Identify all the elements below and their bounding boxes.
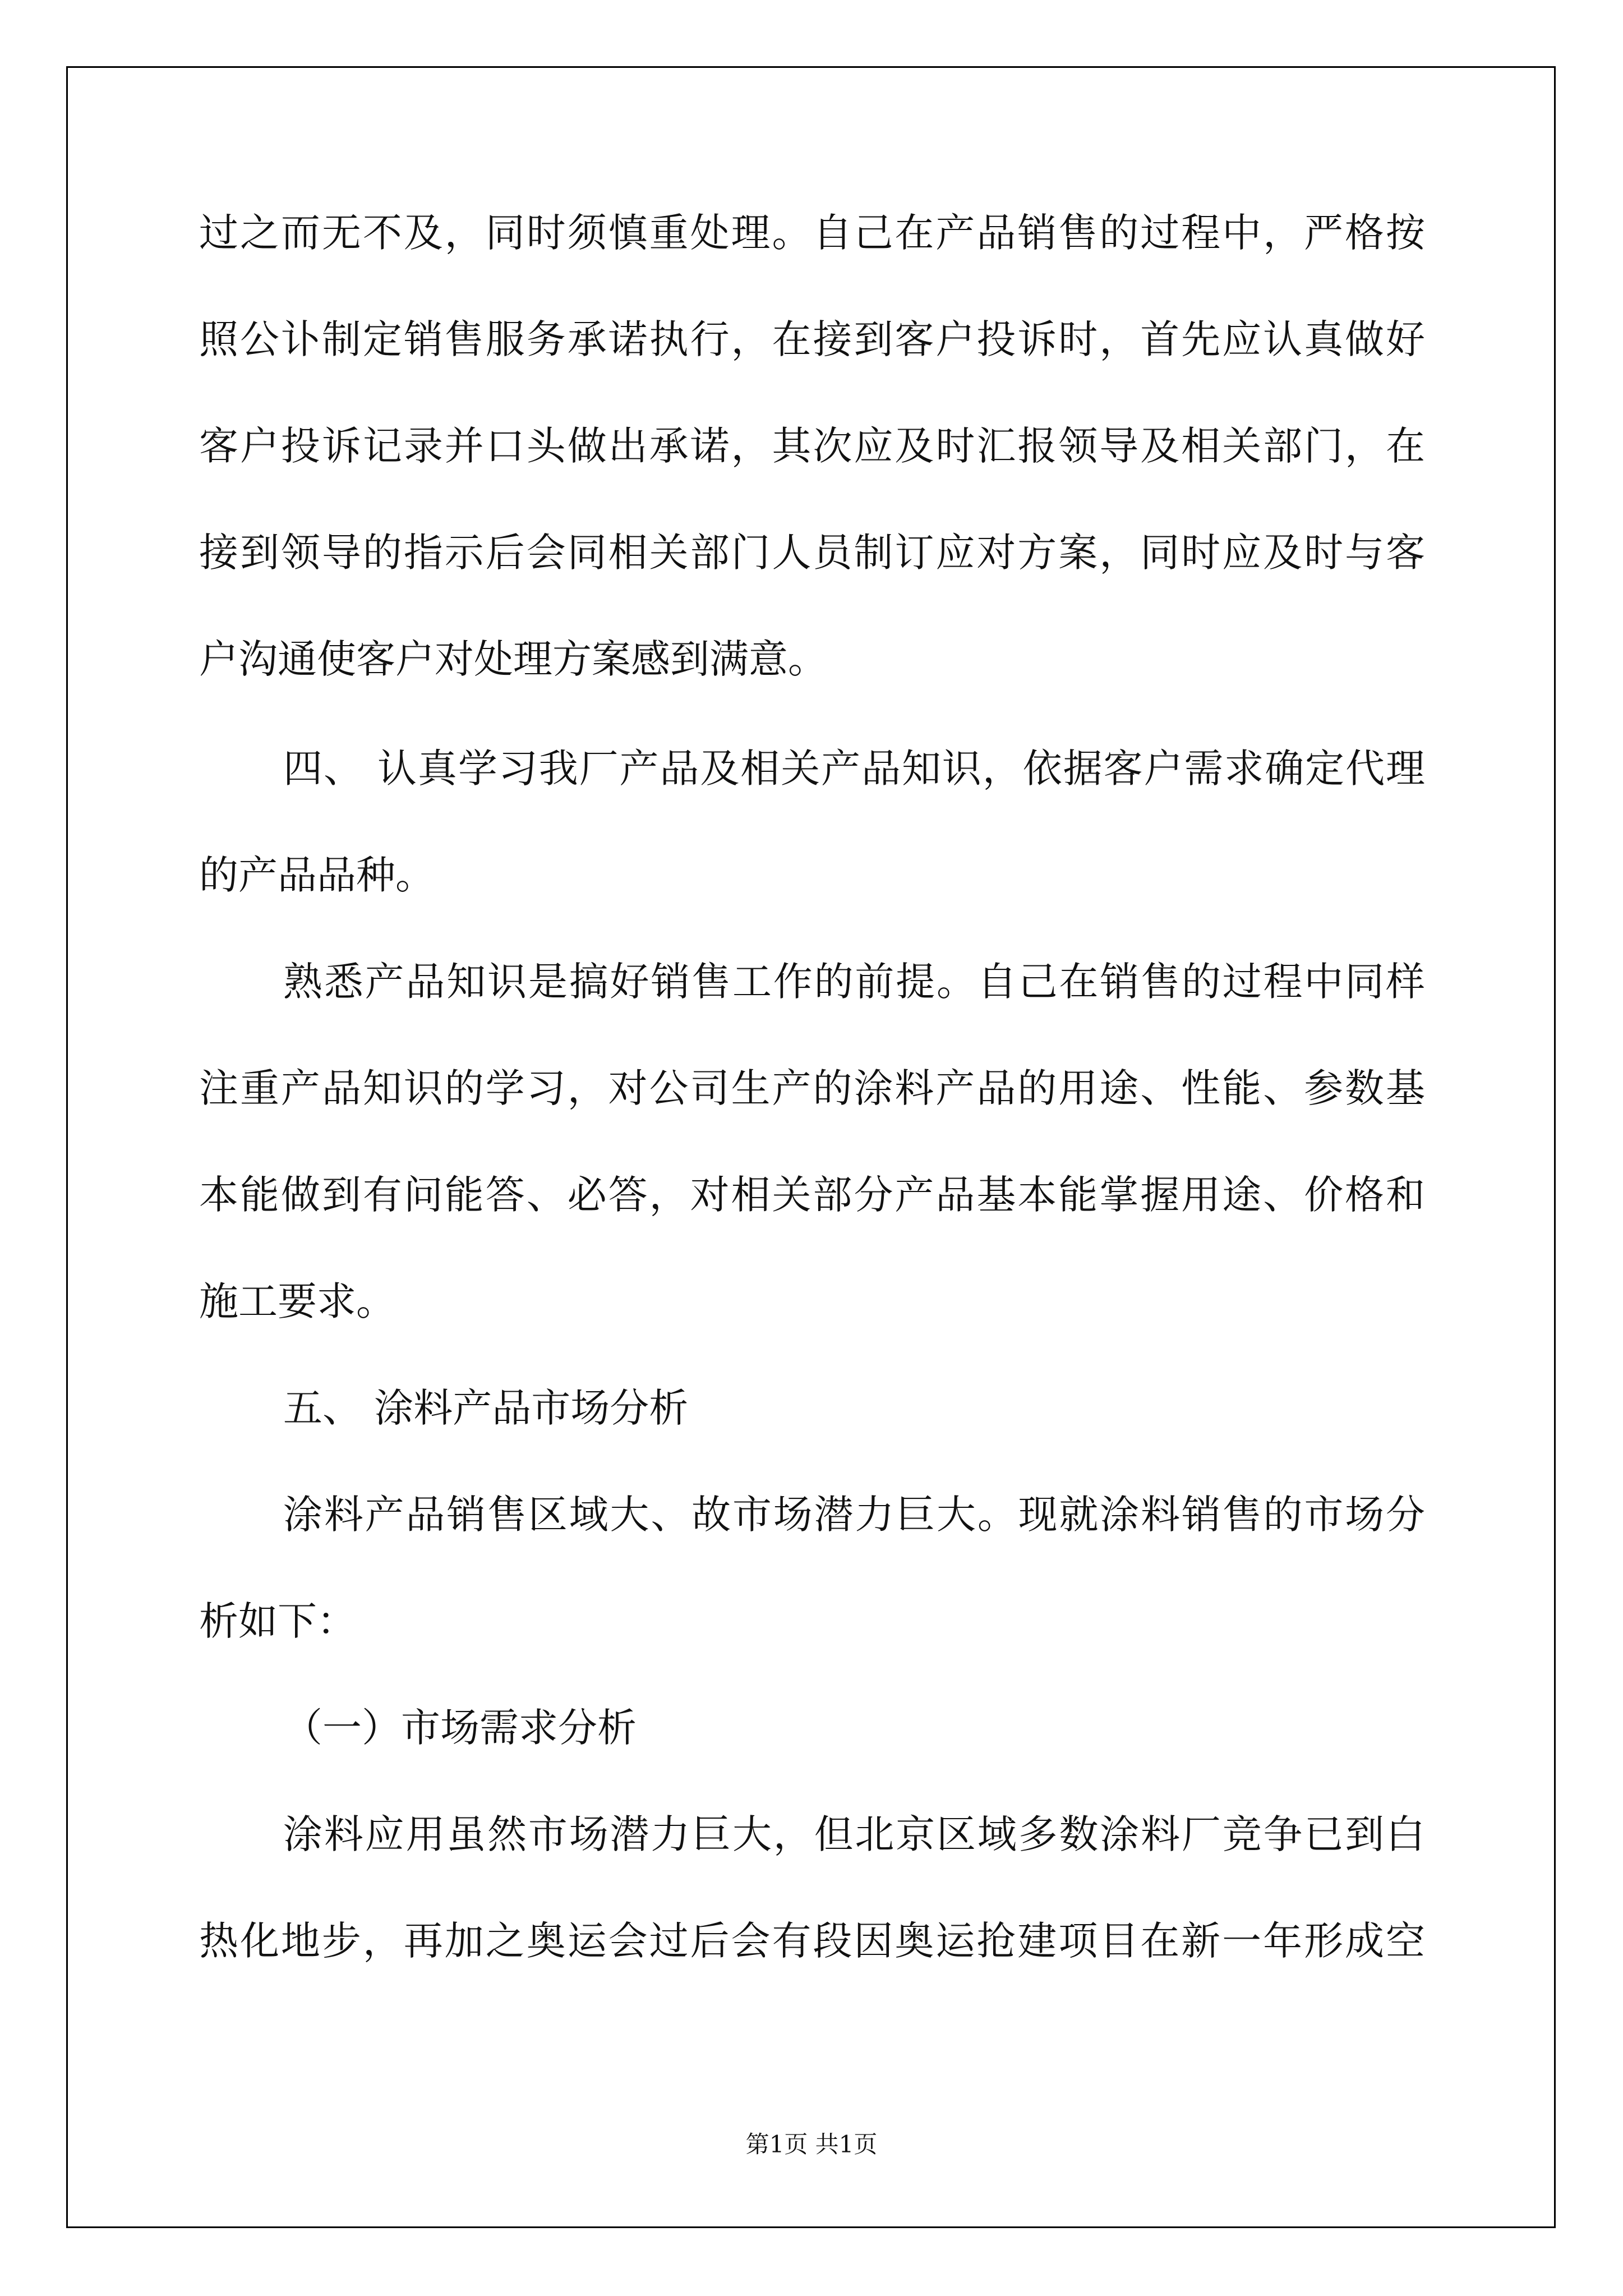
text-line: 析如下： (199, 1598, 356, 1644)
text-line: 户沟通使客户对处理方案感到满意。 (199, 636, 827, 682)
text-line: 熟悉产品知识是搞好销售工作的前提。自己在销售的过程中同样 (283, 959, 1425, 1005)
section-heading: 四、 认真学习我厂产品及相关产品知识，依据客户需求确定代理 (283, 746, 1425, 792)
text-line: 涂料应用虽然市场潜力巨大，但北京区域多数涂料厂竞争已到白 (283, 1811, 1425, 1857)
text-line: 本能做到有问能答、必答，对相关部分产品基本能掌握用途、价格和 (199, 1172, 1425, 1218)
section-heading: 五、 涂料产品市场分析 (283, 1385, 689, 1431)
text-line: 的产品品种。 (199, 852, 435, 898)
text-line: 涂料产品销售区域大、故市场潜力巨大。现就涂料销售的市场分 (283, 1492, 1425, 1538)
text-line: 接到领导的指示后会同相关部门人员制订应对方案，同时应及时与客 (199, 530, 1425, 576)
text-line: 施工要求。 (199, 1278, 395, 1324)
text-line: 热化地步，再加之奥运会过后会有段因奥运抢建项目在新一年形成空 (199, 1918, 1425, 1964)
subsection-heading: （一）市场需求分析 (283, 1705, 637, 1751)
text-line: 客户投诉记录并口头做出承诺，其次应及时汇报领导及相关部门，在 (199, 423, 1425, 469)
text-line: 过之而无不及，同时须慎重处理。自己在产品销售的过程中，严格按 (199, 210, 1425, 256)
page-number: 第1页 共1页 (745, 2131, 878, 2158)
page-border (66, 66, 1556, 2228)
text-line: 照公讣制定销售服务承诺执行，在接到客户投诉时，首先应认真做好 (199, 316, 1425, 362)
text-line: 注重产品知识的学习，对公司生产的涂料产品的用途、性能、参数基 (199, 1065, 1425, 1111)
